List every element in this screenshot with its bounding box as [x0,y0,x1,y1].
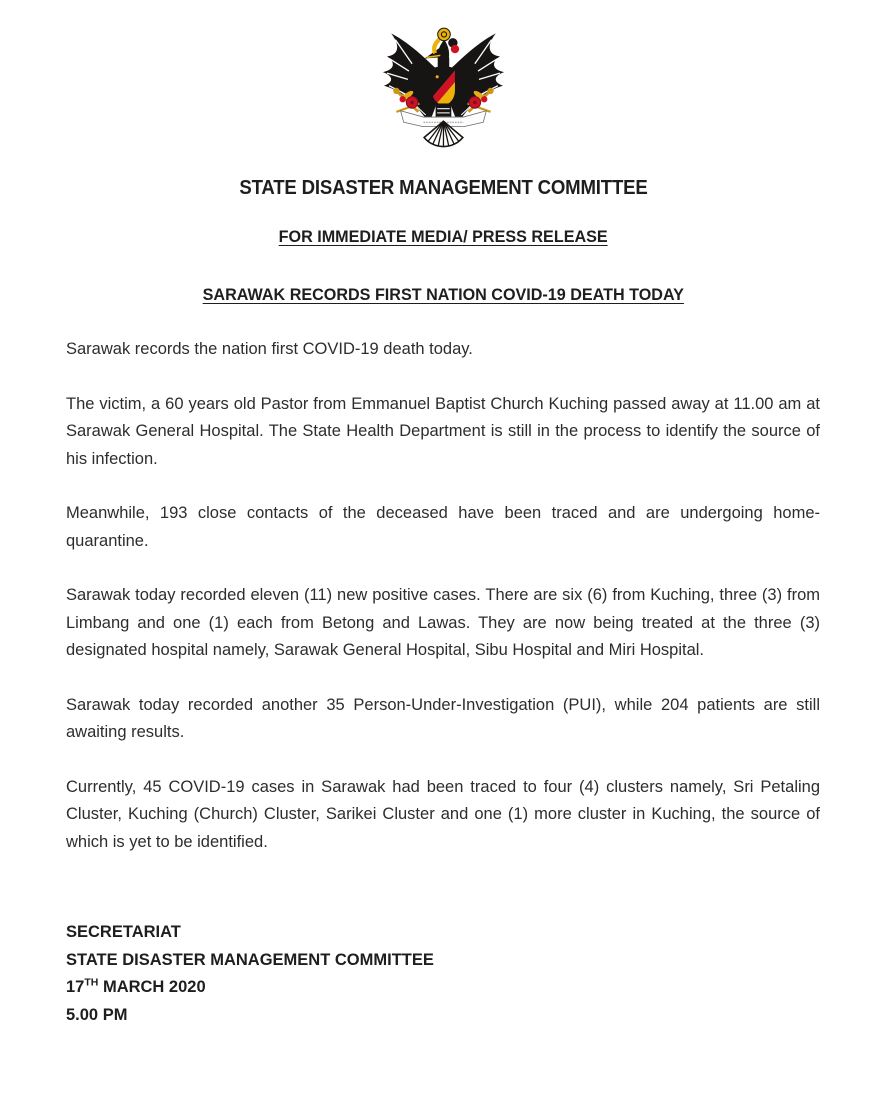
body-paragraph: Meanwhile, 193 close contacts of the deceased have been traced and are undergoing home-quarantine. [66,504,820,550]
body-paragraph: Sarawak records the nation first COVID-19 death today. [66,340,473,358]
headline: SARAWAK RECORDS FIRST NATION COVID-19 DEATH TODAY [202,285,684,304]
sarawak-crest-icon [66,25,820,163]
body-paragraph: Sarawak today recorded eleven (11) new positive cases. There are six (6) from Kuching, three (3) from Limbang and one (1) each from Betong and Lawas. They are now being treated at the three (3) designated hospital namely, Sarawak General Hospital, Sibu Hospital and Miri Hospital. [66,586,820,659]
time-line: 5.00 PM [66,1005,128,1024]
body-paragraph: The victim, a 60 years old Pastor from Emmanuel Baptist Church Kuching passed away at 11.00 am at Sarawak General Hospital. The State Health Department is still in the process to identify the source of his infection. [66,394,820,468]
date-line: 17TH MARCH 2020 [66,976,206,996]
body-paragraph: Currently, 45 COVID-19 cases in Sarawak had been traced to four (4) clusters namely, Sri Petaling Cluster, Kuching (Church) Cluster, Sarikei Cluster and one (1) more cluster in Kuching, the source of which is yet to be identified. [66,777,820,851]
secretariat-line: SECRETARIAT [66,923,181,941]
date-ordinal: TH [84,976,99,989]
signature-block [66,919,820,1029]
committee-line: STATE DISASTER MANAGEMENT COMMITTEE [66,950,434,969]
page-title: STATE DISASTER MANAGEMENT COMMITTEE [238,177,648,199]
body-paragraph: Sarawak today recorded another 35 Person-Under-Investigation (PUI), while 204 patients are still awaiting results. [66,695,820,741]
hornbill-head [424,28,459,61]
body-text [66,336,820,856]
release-label: FOR IMMEDIATE MEDIA/ PRESS RELEASE [278,227,608,246]
